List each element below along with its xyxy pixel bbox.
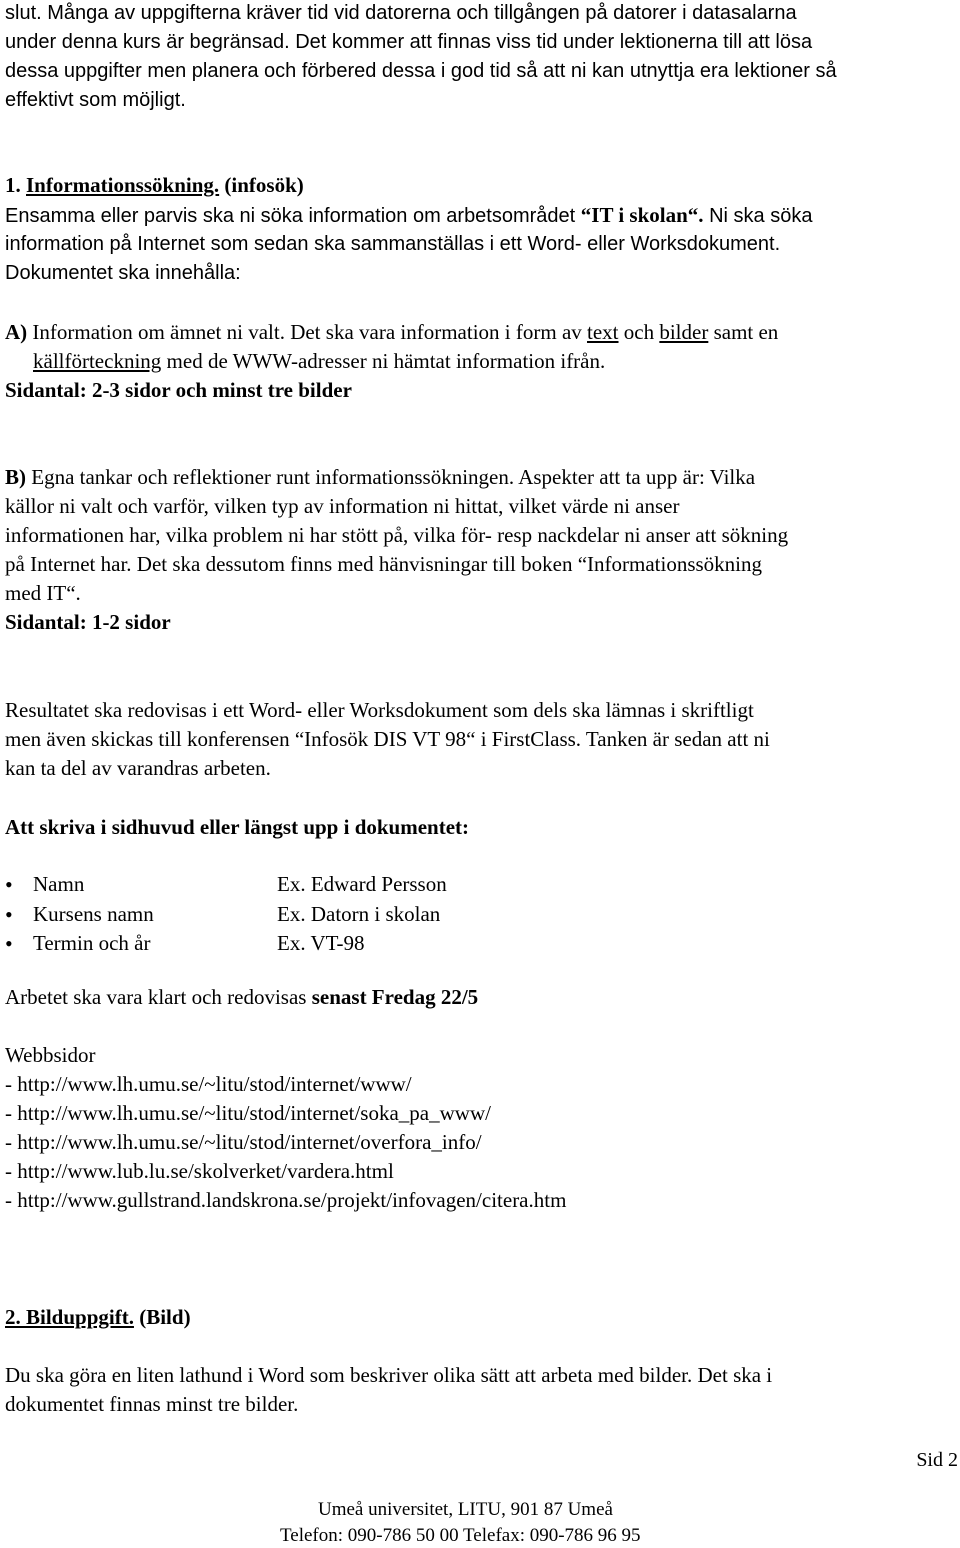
section-2-line-2: dokumentet finnas minst tre bilder. [5,1392,299,1416]
deadline-text: Arbetet ska vara klart och redovisas [5,985,312,1009]
intro-line-1: slut. Många av uppgifterna kräver tid vid datorerna och tillgången på datorer i datasalarna [5,2,797,24]
section-1-tag: (infosök) [219,173,304,197]
bullet-label-termin: Termin och år [33,931,151,955]
bilder-underlined: bilder [659,320,709,344]
section-2-tag: (Bild) [133,1305,191,1329]
section-1-para-line-1 [5,205,812,226]
web-link-3[interactable]: - http://www.lh.umu.se/~litu/stod/internet/overfora_info/ [5,1130,482,1154]
item-a-label: A) [5,320,28,344]
section-1-title: Informationssökning. [26,173,220,197]
topic-emphasis: “IT i skolan“. [580,203,704,227]
web-link-5[interactable]: - http://www.gullstrand.landskrona.se/projekt/infovagen/citera.htm [5,1188,567,1212]
deadline-line [5,987,478,1008]
section-1-number: 1. [5,173,26,197]
intro-line-3: dessa uppgifter men planera och förbered dessa i god tid så att ni kan utnyttja era lektioner så [5,60,837,82]
section-1-heading [5,175,304,196]
item-b-line-1 [5,467,755,488]
item-a-end: samt en [708,320,779,344]
section-1-para-line-3: Dokumentet ska innehålla: [5,262,241,284]
section-1-text: Ensamma eller parvis ska ni söka information om arbetsområdet [5,205,581,227]
footer-phone: Telefon: 090-786 50 00 Telefax: 090-786 96 95 [280,1525,641,1546]
section-1-para-line-2: information på Internet som sedan ska sammanställas i ett Word- eller Worksdokument. [5,233,781,255]
bullet-icon: • [5,931,13,956]
section-2-line-1: Du ska göra en liten lathund i Word som beskriver olika sätt att arbeta med bilder. Det ska i [5,1363,773,1387]
item-a-page-count: Sidantal: 2-3 sidor och minst tre bilder [5,378,352,402]
item-b-line-5: med IT“. [5,581,81,605]
header-info-heading: Att skriva i sidhuvud eller längst upp i dokumentet: [5,815,470,839]
item-b-text: Egna tankar och reflektioner runt informationssökningen. Aspekter att ta upp är: Vilka [26,465,756,489]
kallforteckning-underlined: källförteckning [33,349,162,373]
page-number: Sid 2 [916,1449,958,1471]
intro-line-4: effektivt som möjligt. [5,89,186,111]
bullet-label-kurs: Kursens namn [33,902,154,926]
item-b-label: B) [5,465,26,489]
bullet-example-termin: Ex. VT-98 [277,931,365,955]
web-link-2[interactable]: - http://www.lh.umu.se/~litu/stod/internet/soka_pa_www/ [5,1101,491,1125]
bullet-icon: • [5,902,13,927]
text-underlined: text [587,320,619,344]
web-heading: Webbsidor [5,1043,96,1067]
section-2-title: 2. Bilduppgift. [5,1305,134,1329]
bullet-icon: • [5,872,13,897]
section-1-text-end: Ni ska söka [703,205,813,227]
deadline-date: senast Fredag 22/5 [311,985,479,1009]
bullet-example-kurs: Ex. Datorn i skolan [277,902,441,926]
web-link-4[interactable]: - http://www.lub.lu.se/skolverket/vardera.html [5,1159,394,1183]
item-b-page-count: Sidantal: 1-2 sidor [5,610,171,634]
result-line-3: kan ta del av varandras arbeten. [5,756,271,780]
item-a-line-2 [33,351,605,372]
intro-line-2: under denna kurs är begränsad. Det kommer att finnas viss tid under lektionerna till att lösa [5,31,813,53]
item-a-and: och [618,320,660,344]
web-link-1[interactable]: - http://www.lh.umu.se/~litu/stod/internet/www/ [5,1072,412,1096]
bullet-label-namn: Namn [33,872,85,896]
item-b-line-2: källor ni valt och varför, vilken typ av information ni hittat, vilket värde ni anser [5,494,680,518]
result-line-1: Resultatet ska redovisas i ett Word- eller Worksdokument som dels ska lämnas i skriftligt [5,698,754,722]
footer-address: Umeå universitet, LITU, 901 87 Umeå [318,1499,613,1520]
section-2-heading [5,1307,191,1328]
item-a-line-2-rest: med de WWW-adresser ni hämtat information ifrån. [161,349,606,373]
item-a-line-1 [5,322,778,343]
item-b-line-3: informationen har, vilka problem ni har stött på, vilka för- resp nackdelar ni anser att sökning [5,523,789,547]
item-b-line-4: på Internet har. Det ska dessutom finns med hänvisningar till boken “Informationssökning [5,552,763,576]
item-a-text: Information om ämnet ni valt. Det ska vara information i form av [27,320,588,344]
result-line-2: men även skickas till konferensen “Infosök DIS VT 98“ i FirstClass. Tanken är sedan att ni [5,727,770,751]
bullet-example-namn: Ex. Edward Persson [277,872,447,896]
